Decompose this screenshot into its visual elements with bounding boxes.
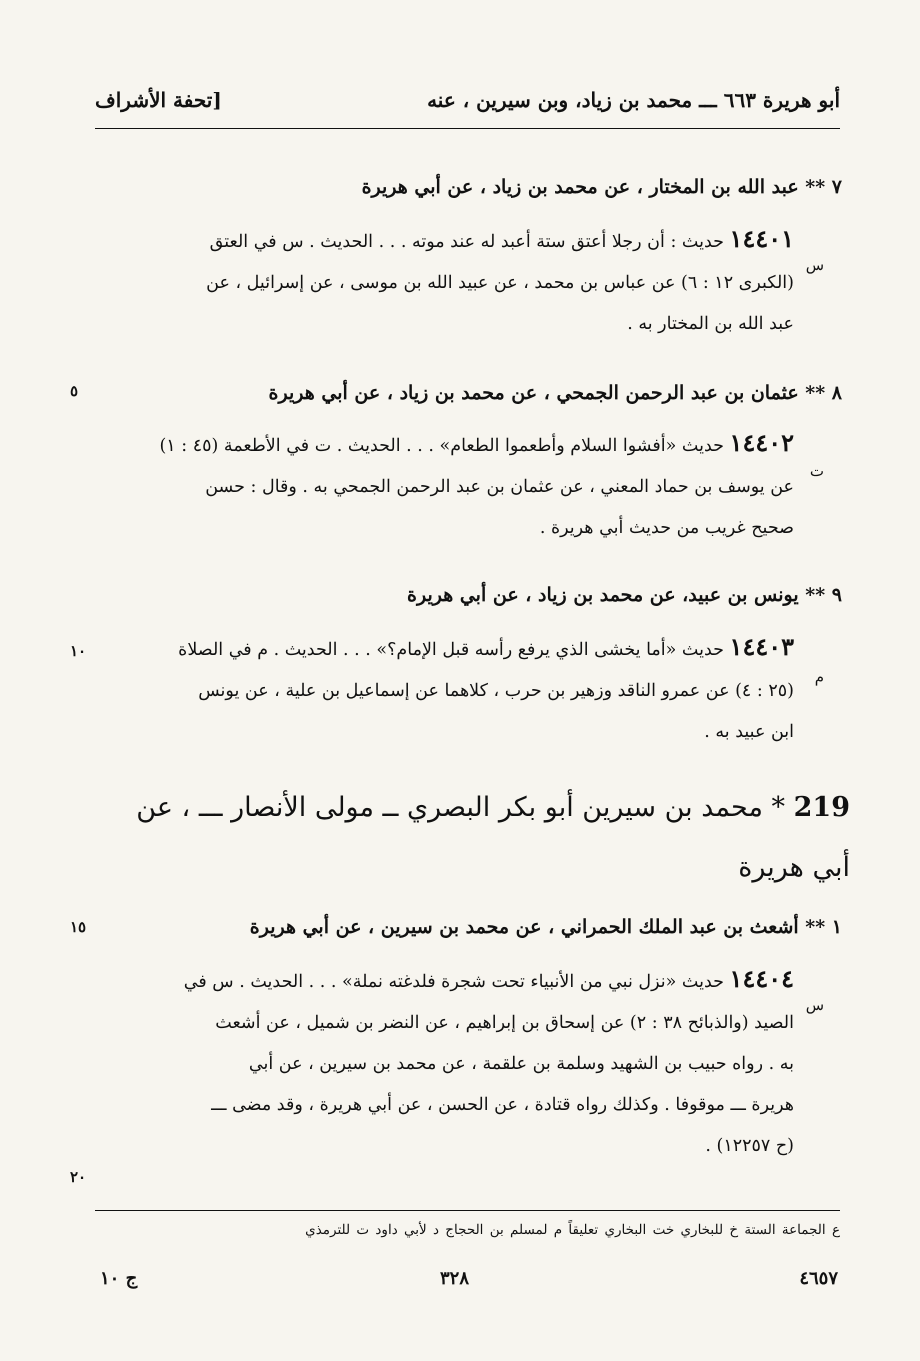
entry-heading-line2: أبي هريرة — [738, 852, 850, 883]
hadith-number: ١٤٤٠٢ — [729, 428, 794, 457]
main-entry-heading: 219 * محمد بن سيرين أبو بكر البصري ــ مولى الأنصار ـــ ، عن أبي هريرة — [136, 792, 850, 883]
folio-right: ٤٦٥٧ — [799, 1268, 838, 1289]
line-number: ١٠ — [70, 642, 87, 660]
hadith-number: ١٤٤٠٣ — [729, 632, 794, 661]
running-header-left: [تحفة الأشراف — [95, 88, 222, 112]
hadith-entry: ١٤٤٠٣ حديث «أما يخشى الذي يرفع رأسه قبل الإمام؟» . . . الحديث . م في الصلاة (٢٥ : ٤) عن عمرو الناقد وزهير بن حرب ، كلاهما عن إسماعيل بن علية ، عن يونس ابن عبيد به . — [178, 632, 794, 742]
section-heading: ٧ ** عبد الله بن المختار ، عن محمد بن زياد ، عن أبي هريرة — [361, 176, 842, 198]
entry-number: 219 — [793, 792, 850, 823]
margin-siglum: س — [805, 256, 824, 274]
page-number: ٣٢٨ — [440, 1268, 470, 1289]
section-heading: ١ ** أشعث بن عبد الملك الحمراني ، عن محمد بن سيرين ، عن أبي هريرة — [249, 916, 842, 938]
hadith-number: ١٤٤٠١ — [729, 224, 794, 253]
volume-number: ج ١٠ — [100, 1268, 138, 1289]
running-header-right: أبو هريرة ٦٦٣ ـــ محمد بن زياد، وبن سيرين ، عنه — [427, 88, 840, 112]
abbreviation-key: ع الجماعة الستة خ للبخاري خت البخاري تعليقاً م لمسلم بن الحجاج د لأبي داود ت للترمذي — [305, 1222, 840, 1238]
header-rule — [95, 128, 840, 129]
running-header — [95, 88, 840, 122]
hadith-entry: ١٤٤٠٤ حديث «نزل نبي من الأنبياء تحت شجرة فلدغته نملة» . . . الحديث . س في الصيد (والذبائح ٣٨ : ٢) عن إسحاق بن إبراهيم ، عن النضر بن شميل ، عن أشعث به . رواه حبيب بن الشهيد وسلمة بن علقمة ، عن محمد بن سيرين ، عن أبي هريرة ـــ موقوفا . وكذلك رواه قتادة ، عن الحسن ، عن أبي هريرة ، وقد مضى ـــ (ح ١٢٢٥٧) . — [183, 964, 794, 1156]
line-number: ١٥ — [70, 918, 87, 936]
margin-siglum: س — [805, 996, 824, 1014]
entry-heading-line1: محمد بن سيرين أبو بكر البصري ــ مولى الأنصار ـــ ، عن — [136, 792, 763, 823]
line-number: ٢٠ — [70, 1168, 87, 1186]
margin-siglum: ت — [809, 462, 824, 480]
line-number: ٥ — [70, 382, 79, 400]
hadith-entry: ١٤٤٠٢ حديث «أفشوا السلام وأطعموا الطعام» . . . الحديث . ت في الأطعمة (٤٥ : ١) عن يوسف بن حماد المعني ، عن عثمان بن عبد الرحمن الجمحي به . وقال : حسن صحيح غريب من حديث أبي هريرة . — [159, 428, 794, 538]
hadith-number: ١٤٤٠٤ — [729, 964, 794, 993]
hadith-entry: ١٤٤٠١ حديث : أن رجلا أعتق ستة أعبد له عند موته . . . الحديث . س في العتق (الكبرى ١٢ : ٦) عن عباس بن محمد ، عن عبيد الله بن موسى ، عن إسرائيل ، عن عبد الله بن المختار به . — [206, 224, 794, 334]
section-heading: ٩ ** يونس بن عبيد، عن محمد بن زياد ، عن أبي هريرة — [407, 584, 842, 606]
footnote-rule — [95, 1210, 840, 1211]
margin-siglum: م — [814, 668, 824, 686]
section-heading: ٨ ** عثمان بن عبد الرحمن الجمحي ، عن محمد بن زياد ، عن أبي هريرة — [268, 382, 842, 404]
